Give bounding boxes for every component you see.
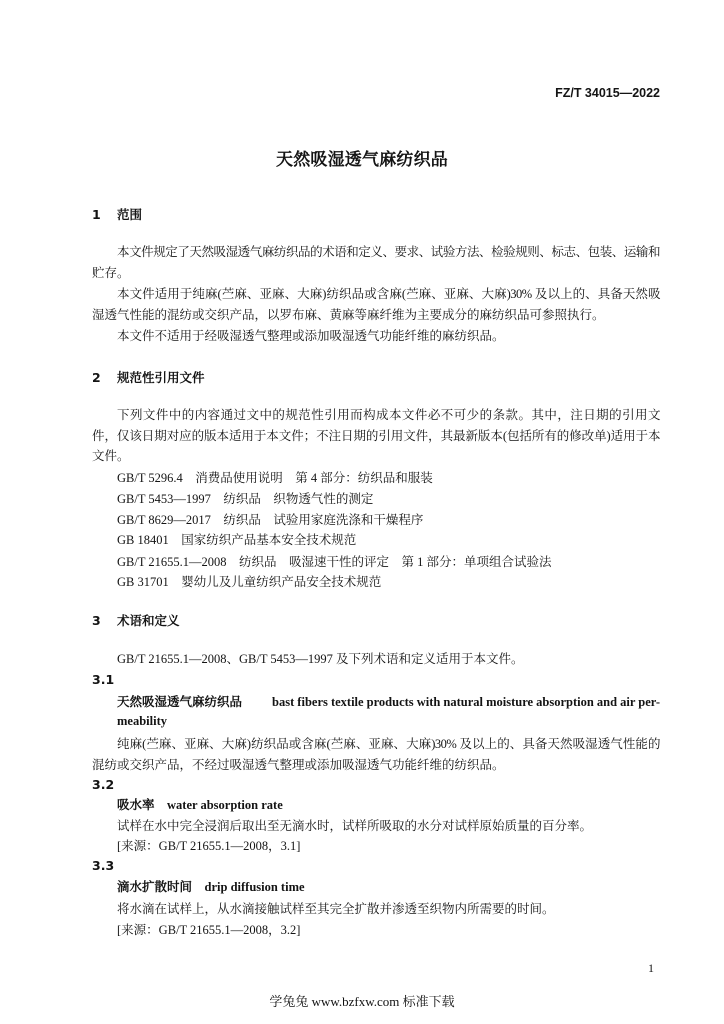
section-number: 3 bbox=[92, 613, 101, 628]
term-definition-line: 纯麻(苎麻、亚麻、大麻)纺织品或含麻(苎麻、亚麻、大麻)30% 及以上的、具备天然吸湿透气性能的 bbox=[117, 737, 660, 751]
reference-title: 消费品使用说明 第 4 部分：纺织品和服装 bbox=[195, 471, 433, 485]
paragraph-line: 本文件不适用于经吸湿透气整理或添加吸湿透气功能纤维的麻纺织品。 bbox=[117, 329, 505, 343]
paragraph-line: 本文件适用于纯麻(苎麻、亚麻、大麻)纺织品或含麻(苎麻、亚麻、大麻)30% 及以上的、具备天然吸 bbox=[117, 287, 660, 301]
document-title: 天然吸湿透气麻纺织品 bbox=[276, 150, 448, 170]
standard-code: FZ/T 34015—2022 bbox=[555, 86, 660, 100]
term-chinese: 滴水扩散时间 bbox=[117, 879, 193, 894]
reference-title: 纺织品 吸湿速干性的评定 第 1 部分：单项组合试验法 bbox=[239, 555, 552, 569]
term-english: bast fibers textile products with natural moisture absorption and air per- bbox=[272, 695, 660, 709]
reference-code: GB/T 8629—2017 bbox=[117, 513, 211, 527]
reference-item bbox=[117, 572, 381, 592]
reference-item bbox=[117, 489, 373, 509]
reference-code: GB/T 5453—1997 bbox=[117, 492, 211, 506]
section-number: 2 bbox=[92, 370, 101, 385]
paragraph-line: 下列文件中的内容通过文中的规范性引用而构成本文件必不可少的条款。其中，注日期的引用文 bbox=[117, 408, 660, 422]
term-source: [来源：GB/T 21655.1—2008，3.2] bbox=[117, 923, 301, 937]
reference-item bbox=[117, 468, 433, 488]
section-heading: 范围 bbox=[117, 207, 143, 222]
reference-item bbox=[117, 552, 552, 572]
term-english: meability bbox=[117, 714, 167, 728]
paragraph-line: 湿透气性能的混纺或交织产品，以罗布麻、黄麻等麻纤维为主要成分的麻纺织品可参照执行。 bbox=[92, 308, 605, 322]
term-english: drip diffusion time bbox=[204, 880, 305, 894]
paragraph-line: GB/T 21655.1—2008、GB/T 5453—1997 及下列术语和定义适用于本文件。 bbox=[117, 652, 524, 666]
paragraph-line: 文件。 bbox=[92, 449, 130, 463]
reference-item bbox=[117, 530, 356, 550]
reference-item bbox=[117, 510, 423, 530]
paragraph-line: 本文件规定了天然吸湿透气麻纺织品的术语和定义、要求、试验方法、检验规则、标志、包装、运输和 bbox=[117, 245, 660, 259]
term-chinese: 吸水率 bbox=[117, 797, 155, 812]
footer-watermark: 学兔兔 www.bzfxw.com 标准下载 bbox=[269, 994, 455, 1009]
paragraph-line: 件，仅该日期对应的版本适用于本文件；不注日期的引用文件，其最新版本(包括所有的修改单)适用于本 bbox=[92, 429, 660, 443]
term-number: 3.2 bbox=[92, 777, 115, 792]
reference-title: 纺织品 织物透气性的测定 bbox=[223, 492, 374, 506]
term-definition-line: 将水滴在试样上，从水滴接触试样至其完全扩散并渗透至织物内所需要的时间。 bbox=[117, 902, 555, 916]
reference-code: GB 31701 bbox=[117, 575, 169, 589]
term-definition-line: 混纺或交织产品，不经过吸湿透气整理或添加吸湿透气功能纤维的纺织品。 bbox=[92, 758, 505, 772]
reference-title: 国家纺织产品基本安全技术规范 bbox=[181, 533, 357, 547]
term-english: water absorption rate bbox=[167, 798, 283, 812]
term-definition-line: 试样在水中完全浸润后取出至无滴水时，试样所吸取的水分对试样原始质量的百分率。 bbox=[117, 819, 593, 833]
term-heading bbox=[117, 795, 283, 815]
reference-code: GB 18401 bbox=[117, 533, 169, 547]
section-number: 1 bbox=[92, 207, 101, 222]
page-number: 1 bbox=[648, 961, 654, 975]
section-heading: 规范性引用文件 bbox=[117, 370, 205, 385]
paragraph-line: 贮存。 bbox=[92, 266, 130, 280]
section-heading: 术语和定义 bbox=[117, 613, 180, 628]
reference-title: 纺织品 试验用家庭洗涤和干燥程序 bbox=[223, 513, 424, 527]
term-number: 3.3 bbox=[92, 858, 115, 873]
term-source: [来源：GB/T 21655.1—2008，3.1] bbox=[117, 839, 301, 853]
reference-title: 婴幼儿及儿童纺织产品安全技术规范 bbox=[181, 575, 382, 589]
reference-code: GB/T 21655.1—2008 bbox=[117, 555, 227, 569]
term-number: 3.1 bbox=[92, 672, 115, 687]
term-heading bbox=[117, 877, 305, 897]
term-chinese: 天然吸湿透气麻纺织品 bbox=[117, 694, 243, 709]
reference-code: GB/T 5296.4 bbox=[117, 471, 183, 485]
